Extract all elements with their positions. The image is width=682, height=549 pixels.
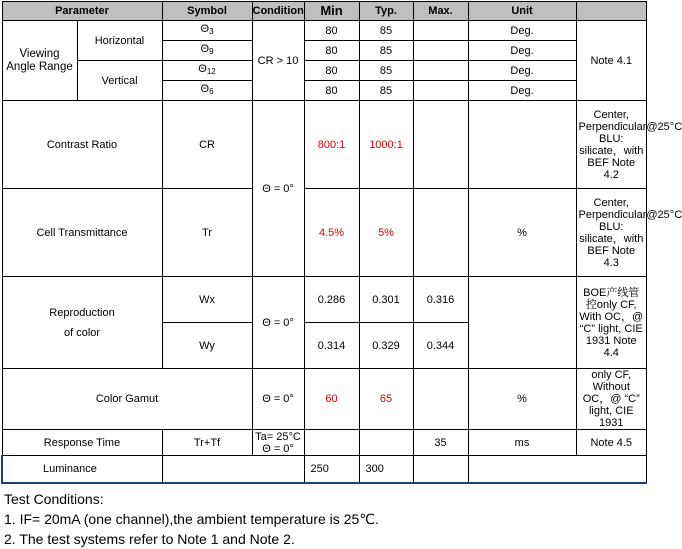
reproduction-note: BOE产线管控only CF, With OC，@ “C” light, CIE 1931 Note 4.4	[576, 277, 646, 369]
response-max: 35	[413, 430, 468, 456]
response-time-label: Response Time	[2, 430, 162, 456]
cell-max	[413, 189, 468, 277]
contrast-min: 800:1	[304, 101, 359, 189]
wx-min: 0.286	[304, 277, 359, 323]
header-symbol: Symbol	[162, 2, 252, 21]
luminance-empty	[162, 456, 304, 483]
header-max: Max.	[413, 2, 468, 21]
symbol-theta12: $\Theta_{12}$	[162, 61, 252, 81]
max-value	[413, 41, 468, 61]
contrast-typ: 1000:1	[359, 101, 413, 189]
contrast-ratio-label: Contrast Ratio	[2, 101, 162, 189]
header-note	[576, 2, 646, 21]
symbol-theta3: $\Theta_3$	[162, 21, 252, 41]
luminance-typ: 300	[359, 456, 413, 483]
typ-value: 85	[359, 21, 413, 41]
wy-min: 0.314	[304, 323, 359, 369]
response-note: Note 4.5	[576, 430, 646, 456]
test-conditions-title: Test Conditions:	[4, 491, 104, 507]
test-conditions-line1: 1. IF= 20mA (one channel),the ambient temperature is 25℃.	[4, 511, 379, 527]
color-gamut-label: Color Gamut	[2, 369, 252, 430]
test-conditions-line2: 2. The test systems refer to Note 1 and Note 2.	[4, 531, 295, 547]
table-row	[2, 369, 647, 430]
contrast-cell-condition: Θ = 0°	[252, 101, 304, 277]
gamut-min: 60	[304, 369, 359, 430]
gamut-typ: 65	[359, 369, 413, 430]
unit-value: Deg.	[468, 41, 576, 61]
gamut-max	[413, 369, 468, 430]
header-condition: Condition	[252, 2, 304, 21]
cell-typ: 5%	[359, 189, 413, 277]
symbol-theta6: $\Theta_6$	[162, 81, 252, 101]
response-symbol: Tr+Tf	[162, 430, 252, 456]
max-value	[413, 61, 468, 81]
contrast-note: Center, Perpendicular@25°C BLU: silicate，with BEF Note 4.2	[576, 101, 646, 189]
contrast-unit	[468, 101, 576, 189]
wx-symbol: Wx	[162, 277, 252, 323]
table-row	[2, 277, 647, 323]
viewing-condition: CR > 10	[252, 21, 304, 101]
vertical-label: Vertical	[77, 61, 162, 101]
table-row	[2, 101, 647, 189]
viewing-angle-label: Viewing Angle Range	[2, 21, 77, 101]
symbol-theta9: $\Theta_9$	[162, 41, 252, 61]
max-value	[413, 81, 468, 101]
typ-value: 85	[359, 81, 413, 101]
spec-table	[1, 1, 682, 484]
table-row	[2, 61, 647, 81]
table-row	[2, 189, 647, 277]
unit-value: Deg.	[468, 81, 576, 101]
cell-symbol: Tr	[162, 189, 252, 277]
wy-typ: 0.329	[359, 323, 413, 369]
typ-value: 85	[359, 41, 413, 61]
unit-value: Deg.	[468, 61, 576, 81]
header-parameter: Parameter	[2, 2, 162, 21]
reproduction-unit	[468, 277, 576, 369]
contrast-symbol: CR	[162, 101, 252, 189]
luminance-min: 250	[304, 456, 359, 483]
min-value: 80	[304, 81, 359, 101]
wx-max: 0.316	[413, 277, 468, 323]
table-row	[2, 21, 647, 41]
luminance-max	[413, 456, 468, 483]
min-value: 80	[304, 41, 359, 61]
horizontal-label: Horizontal	[77, 21, 162, 61]
wy-max: 0.344	[413, 323, 468, 369]
min-value: 80	[304, 21, 359, 41]
table-row	[2, 430, 647, 456]
response-typ	[359, 430, 413, 456]
reproduction-condition: Θ = 0°	[252, 277, 304, 369]
cell-min: 4.5%	[304, 189, 359, 277]
response-condition: Ta= 25°C Θ = 0°	[252, 430, 304, 456]
gamut-unit: %	[468, 369, 576, 430]
response-min	[304, 430, 359, 456]
viewing-note: Note 4.1	[576, 21, 646, 101]
min-value: 80	[304, 61, 359, 81]
gamut-note: only CF, Without OC，@ “C” light, CIE 1931	[576, 369, 646, 430]
header-min: Min	[304, 2, 359, 21]
reproduction-label: Reproduction of color	[2, 277, 162, 369]
cell-note: Center, Perpendicular@25°C BLU: silicate，with BEF Note 4.3	[576, 189, 646, 277]
header-unit: Unit	[468, 2, 576, 21]
wy-symbol: Wy	[162, 323, 252, 369]
max-value	[413, 21, 468, 41]
luminance-rest	[468, 456, 646, 483]
wx-typ: 0.301	[359, 277, 413, 323]
gamut-condition: Θ = 0°	[252, 369, 304, 430]
test-conditions	[4, 489, 379, 549]
response-unit: ms	[468, 430, 576, 456]
header-row	[2, 2, 647, 21]
header-typ: Typ.	[359, 2, 413, 21]
cell-transmittance-label: Cell Transmittance	[2, 189, 162, 277]
contrast-max	[413, 101, 468, 189]
unit-value: Deg.	[468, 21, 576, 41]
typ-value: 85	[359, 61, 413, 81]
table-row	[2, 456, 647, 483]
luminance-label: Luminance	[2, 456, 162, 483]
cell-unit: %	[468, 189, 576, 277]
